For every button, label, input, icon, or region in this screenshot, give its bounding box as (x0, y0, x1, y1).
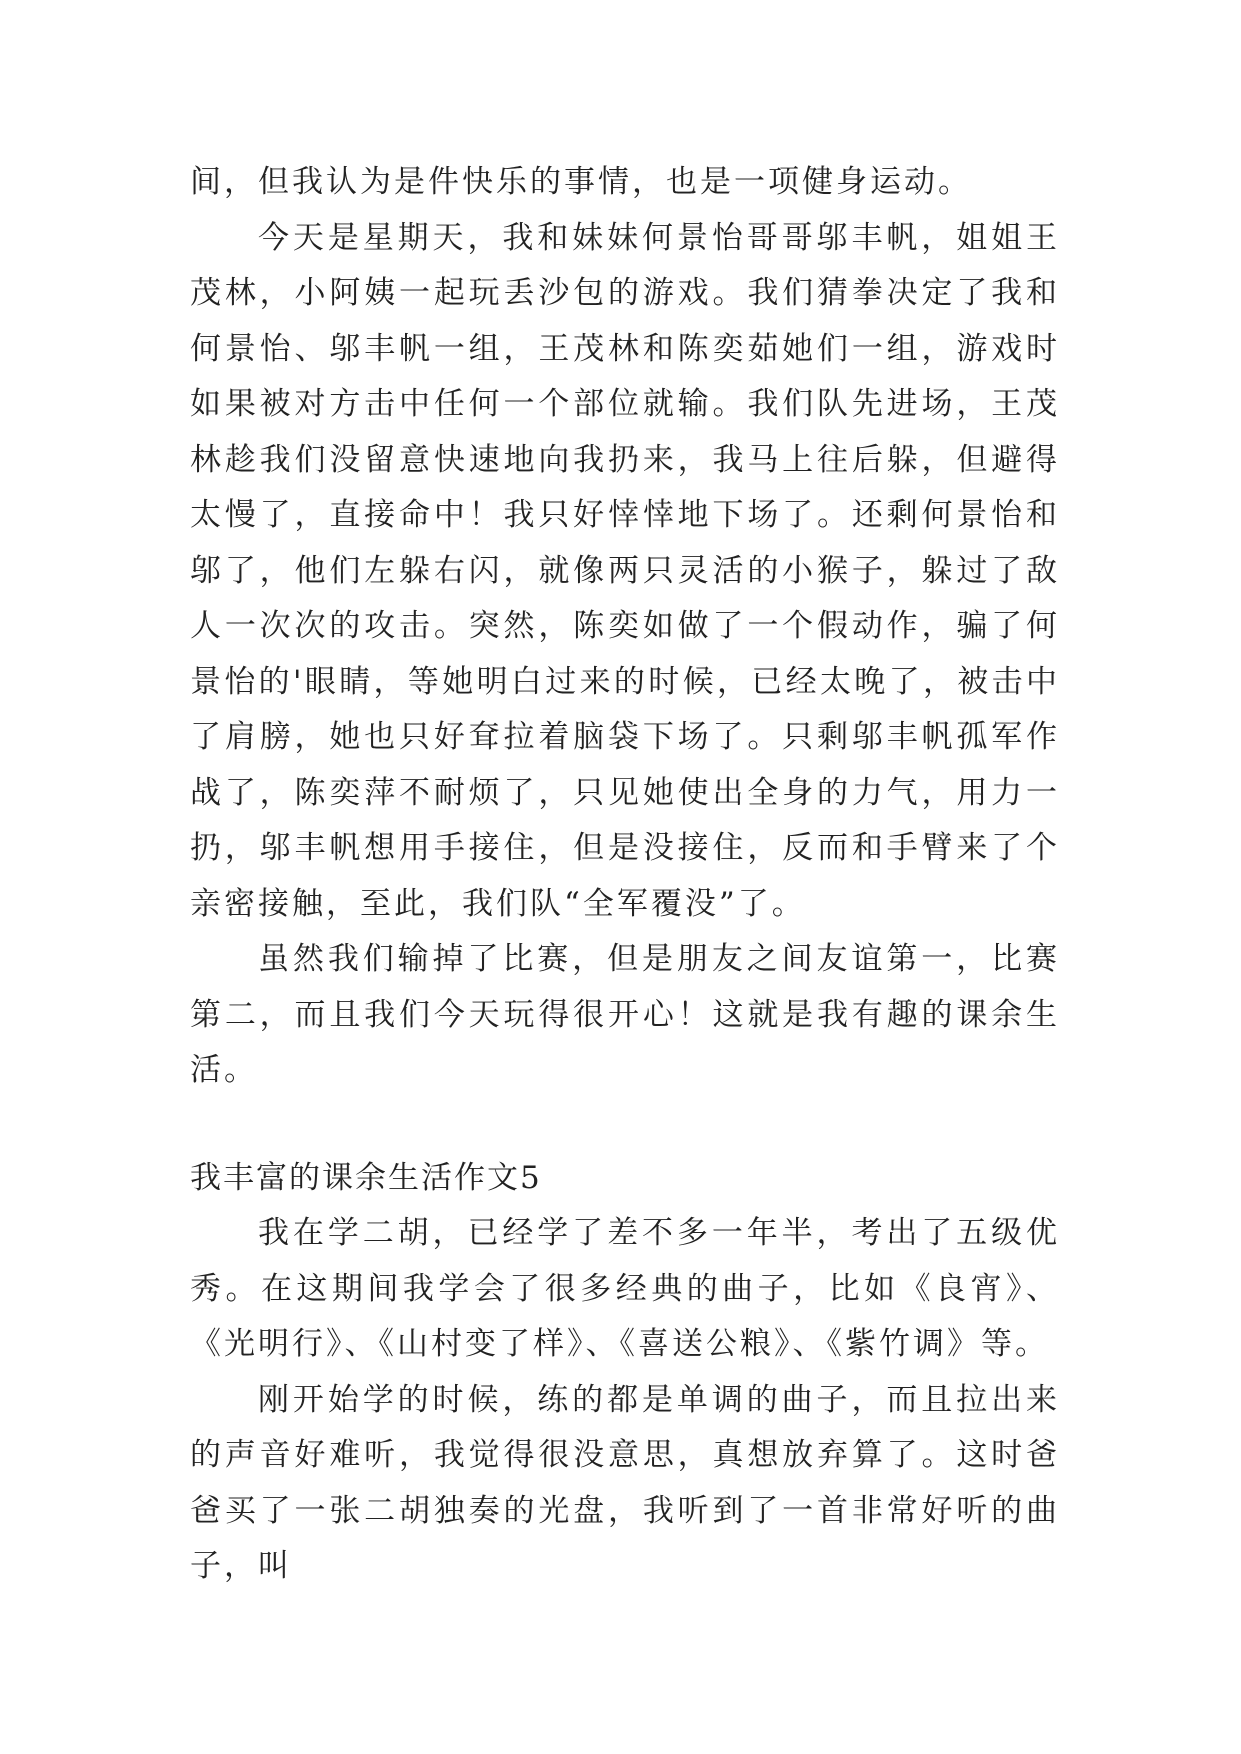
paragraph-erhu-beginning: 刚开始学的时候，练的都是单调的曲子，而且拉出来的声音好难听，我觉得很没意思，真想放弃算了。这时爸爸买了一张二胡独奏的光盘，我听到了一首非常好听的曲子，叫 (190, 1381, 1060, 1584)
paragraph-erhu-intro: 我在学二胡，已经学了差不多一年半，考出了五级优秀。在这期间我学会了很多经典的曲子，比如《良宵》、《光明行》、《山村变了样》、《喜送公粮》、《紫竹调》等。 (190, 1215, 1060, 1362)
paragraph-conclusion: 虽然我们输掉了比赛，但是朋友之间友谊第一，比赛第二，而且我们今天玩得很开心！这就是我有趣的课余生活。 (190, 941, 1060, 1088)
section-title: 我丰富的课余生活作文5 (190, 1159, 542, 1196)
paragraph-continuation: 间，但我认为是件快乐的事情，也是一项健身运动。 (190, 164, 972, 200)
paragraph-game-story: 今天是星期天，我和妹妹何景怡哥哥邬丰帆，姐姐王茂林，小阿姨一起玩丢沙包的游戏。我们猜拳决定了我和何景怡、邬丰帆一组，王茂林和陈奕茹她们一组，游戏时如果被对方击中任何一个部位就输。我们队先进场，王茂林趁我们没留意快速地向我扔来，我马上往后躲，但避得太慢了，直接命中！我只好悻悻地下场了。还剩何景怡和邬了，他们左躲右闪，就像两只灵活的小猴子，躲过了敌人一次次的攻击。突然，陈奕如做了一个假动作，骗了何景怡的'眼睛，等她明白过来的时候，已经太晚了，被击中了肩膀，她也只好耷拉着脑袋下场了。只剩邬丰帆孤军作战了，陈奕萍不耐烦了，只见她使出全身的力气，用力一扔，邬丰帆想用手接住，但是没接住，反而和手臂来了个亲密接触，至此，我们队“全军覆没”了。 (190, 219, 1060, 922)
document-body (190, 155, 1060, 1595)
